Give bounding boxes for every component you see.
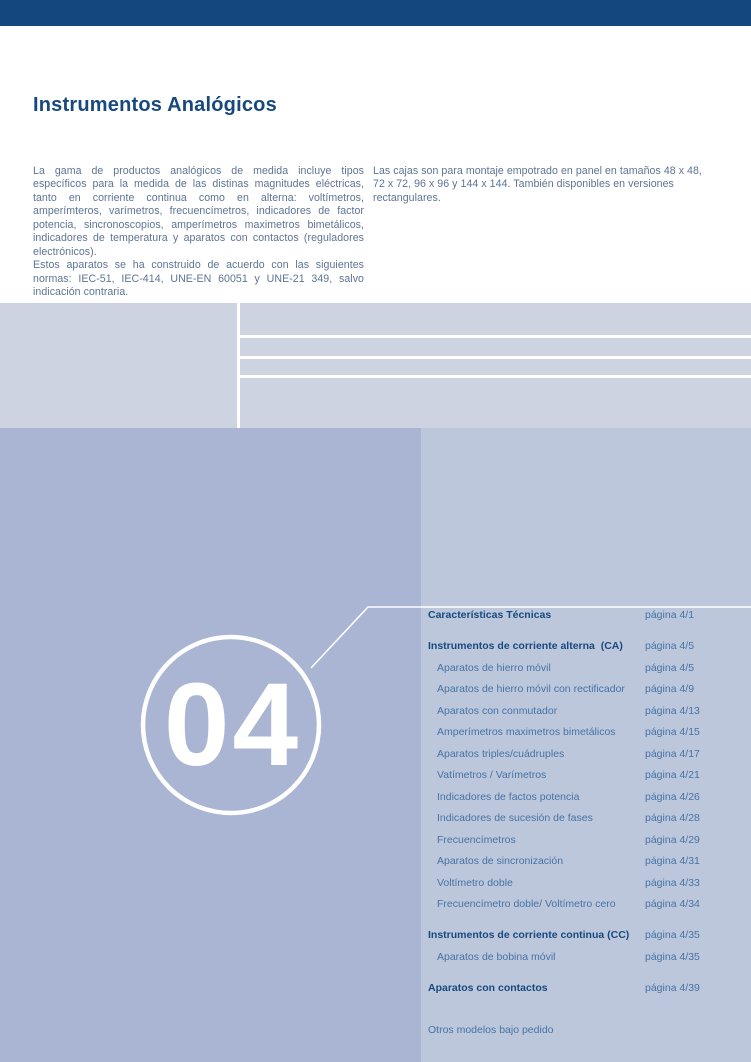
toc-item-page: página 4/31 [645, 855, 700, 867]
toc-item [0, 683, 751, 697]
toc-item [0, 877, 751, 891]
intro-paragraph-3: Las cajas son para montaje empotrado en panel en tamaños 48 x 48, 72 x 72, 96 x 96 y 144 x 144. También disponibles en versiones rectangulares. [373, 165, 702, 204]
chapter-number: 04 [163, 659, 302, 791]
page-title: Instrumentos Analógicos [33, 94, 277, 116]
toc-section-header [0, 982, 751, 996]
toc-item-label: Vatímetros / Varímetros [437, 769, 547, 781]
toc-item [0, 769, 751, 783]
toc-section-header [0, 640, 751, 654]
toc-item-label: Amperímetros maximetros bimetálicos [437, 726, 616, 738]
toc-item-page: página 4/34 [645, 898, 700, 910]
toc-item [0, 951, 751, 965]
toc-item-page: página 4/35 [645, 929, 700, 941]
toc-item-page: página 4/9 [645, 683, 695, 695]
toc-item [0, 834, 751, 848]
decor-block-left [0, 303, 237, 428]
toc-item-page: página 4/5 [645, 640, 695, 652]
toc-item-page: página 4/29 [645, 833, 700, 846]
toc-item-page: página 4/15 [645, 726, 700, 738]
toc-item [0, 812, 751, 826]
header-bar [0, 0, 751, 26]
intro-paragraph-2: Estos aparatos se ha construido de acuerdo con las siguientes normas: IEC-51, IEC-414, UNE-EN 60051 y UNE-21 349, salvo indicación contraria. [33, 259, 364, 299]
intro-right-column [373, 165, 713, 205]
intro-left-column [33, 165, 364, 300]
toc-item-label: Aparatos de sincronización [437, 855, 564, 867]
toc-item-page: página 4/39 [645, 981, 700, 994]
toc-item-label: Aparatos de hierro móvil [437, 661, 551, 674]
toc-footnote: Otros modelos bajo pedido [428, 1024, 554, 1036]
toc-item-label: Voltímetro doble [437, 876, 513, 889]
toc-item-page: página 4/35 [645, 950, 700, 963]
toc-item-page: página 4/17 [645, 747, 700, 760]
toc-panel [421, 428, 751, 1062]
toc-section-header [0, 609, 751, 623]
toc-item-page: página 4/1 [645, 609, 695, 621]
toc-item-page: página 4/33 [645, 876, 700, 889]
toc-item [0, 662, 751, 676]
toc-item-page: página 4/5 [645, 661, 695, 674]
toc-item-label: Aparatos de bobina móvil [437, 950, 556, 963]
toc-item [0, 748, 751, 762]
toc-item [0, 726, 751, 740]
toc-item [0, 791, 751, 805]
toc-item-label: Instrumentos de corriente alterna (CA) [428, 640, 623, 652]
toc-item-label: Aparatos de hierro móvil con rectificador [437, 683, 625, 695]
toc-item-page: página 4/13 [645, 704, 700, 717]
toc-item-label: Aparatos triples/cuádruples [437, 747, 565, 760]
decor-band-1 [240, 303, 751, 335]
toc-item-page: página 4/26 [645, 790, 700, 803]
decor-band-4 [240, 378, 751, 428]
toc-item [0, 705, 751, 719]
toc-item-page: página 4/28 [645, 812, 700, 824]
toc-item-label: Aparatos con contactos [428, 981, 548, 994]
toc-item-label: Indicadores de factos potencia [437, 790, 580, 803]
toc-item-label: Aparatos con conmutador [437, 704, 558, 717]
toc-item-label: Instrumentos de corriente continua (CC) [428, 929, 630, 941]
decor-band-3 [240, 359, 751, 375]
toc-item-label: Características Técnicas [428, 609, 552, 621]
toc-item [0, 855, 751, 869]
toc-item-label: Frecuencímetros [437, 833, 516, 846]
toc-section-header [0, 929, 751, 943]
intro-paragraph-1: La gama de productos analógicos de medida incluye tipos específicos para la medida de las distinas magnitudes eléctricas, tanto en corriente continua como en alterna: voltímetros, amperímteros, varímetros, frecuencímetros, indicadores de factor potencia, sincronoscopios, amperímetros maximetros bimetálicos, indicadores de temperatura y aparatos con contactos (reguladores electrónicos). [33, 165, 364, 258]
decor-band-2 [240, 338, 751, 356]
toc-item-page: página 4/21 [645, 769, 700, 781]
toc-item-label: Frecuencímetro doble/ Voltímetro cero [437, 898, 616, 910]
toc-item-label: Indicadores de sucesión de fases [437, 812, 593, 824]
toc-item [0, 898, 751, 912]
